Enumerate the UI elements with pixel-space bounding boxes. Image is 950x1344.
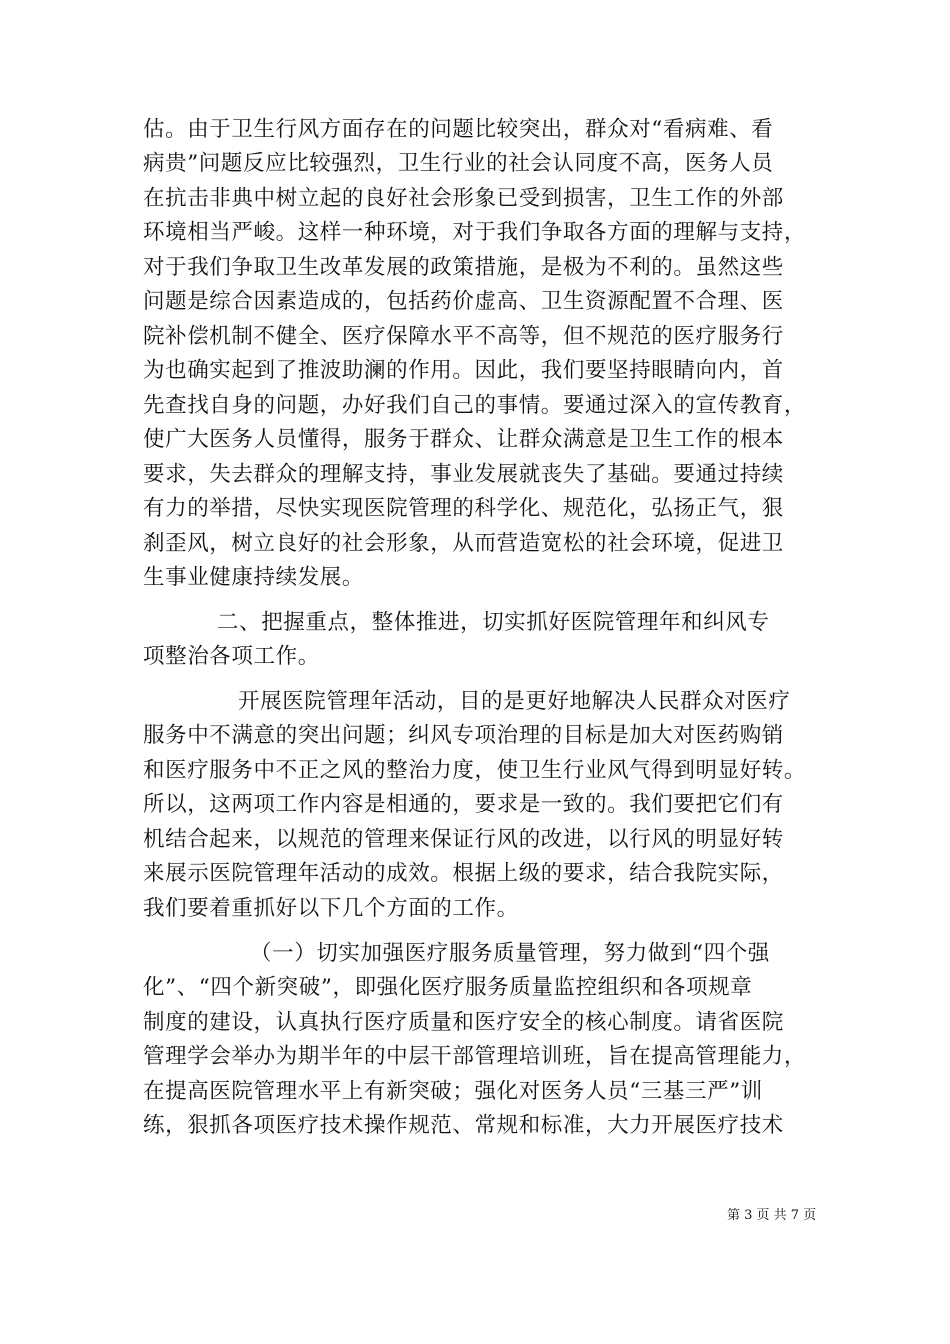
body-text-line: 管理学会举办为期半年的中层干部管理培训班，旨在提高管理能力， [143, 1044, 807, 1069]
body-text-line: 院补偿机制不健全、医疗保障水平不高等，但不规范的医疗服务行 [143, 324, 784, 349]
body-text-line: 刹歪风，树立良好的社会形象，从而营造宽松的社会环境，促进卫 [143, 531, 784, 556]
subsection-heading-line: （一）切实加强医疗服务质量管理，努力做到“四个强 [250, 941, 770, 966]
body-text-line: 环境相当严峻。这样一种环境，对于我们争取各方面的理解与支持， [143, 220, 807, 245]
body-text-line: 在提高医院管理水平上有新突破；强化对医务人员“三基三严”训 [143, 1079, 763, 1104]
body-text-line: 机结合起来，以规范的管理来保证行风的改进，以行风的明显好转 [143, 827, 784, 852]
page-number-footer: 第 3 页 共 7 页 [727, 1208, 817, 1223]
body-text-line: 化”、“四个新突破”，即强化医疗服务质量监控组织和各项规章 [143, 975, 753, 1000]
section-heading-line: 二、把握重点，整体推进，切实抓好医院管理年和纠风专 [217, 610, 770, 635]
body-text-line: 要求，失去群众的理解支持，事业发展就丧失了基础。要通过持续 [143, 462, 784, 487]
body-text-line: 对于我们争取卫生改革发展的政策措施，是极为不利的。虽然这些 [143, 255, 784, 280]
body-text-line: 在抗击非典中树立起的良好社会形象已受到损害，卫生工作的外部 [143, 186, 784, 211]
body-text-line: 估。由于卫生行风方面存在的问题比较突出，群众对“看病难、看 [143, 117, 774, 142]
body-text-line: 问题是综合因素造成的，包括药价虚高、卫生资源配置不合理、医 [143, 289, 784, 314]
body-text-line: 来展示医院管理年活动的成效。根据上级的要求，结合我院实际， [143, 861, 784, 886]
body-text-line: 和医疗服务中不正之风的整治力度，使卫生行业风气得到明显好转。 [143, 758, 807, 783]
body-text-line: 我们要着重抓好以下几个方面的工作。 [143, 896, 519, 921]
body-text-line: 制度的建设，认真执行医疗质量和医疗安全的核心制度。请省医院 [143, 1010, 784, 1035]
section-heading-line: 项整治各项工作。 [143, 644, 320, 669]
body-text-line: 所以，这两项工作内容是相通的，要求是一致的。我们要把它们有 [143, 792, 784, 817]
body-text-line: 服务中不满意的突出问题；纠风专项治理的目标是加大对医药购销 [143, 723, 784, 748]
body-text-line: 为也确实起到了推波助澜的作用。因此，我们要坚持眼睛向内，首 [143, 358, 784, 383]
body-text-line: 练，狠抓各项医疗技术操作规范、常规和标准，大力开展医疗技术 [143, 1113, 784, 1138]
body-text-line: 生事业健康持续发展。 [143, 565, 365, 590]
body-text-line: 开展医院管理年活动，目的是更好地解决人民群众对医疗 [238, 689, 791, 714]
body-text-line: 病贵”问题反应比较强烈，卫生行业的社会认同度不高，医务人员 [143, 151, 774, 176]
body-text-line: 有力的举措，尽快实现医院管理的科学化、规范化，弘扬正气，狠 [143, 496, 784, 521]
body-text-line: 使广大医务人员懂得，服务于群众、让群众满意是卫生工作的根本 [143, 427, 784, 452]
body-text-line: 先查找自身的问题，办好我们自己的事情。要通过深入的宣传教育， [143, 393, 807, 418]
